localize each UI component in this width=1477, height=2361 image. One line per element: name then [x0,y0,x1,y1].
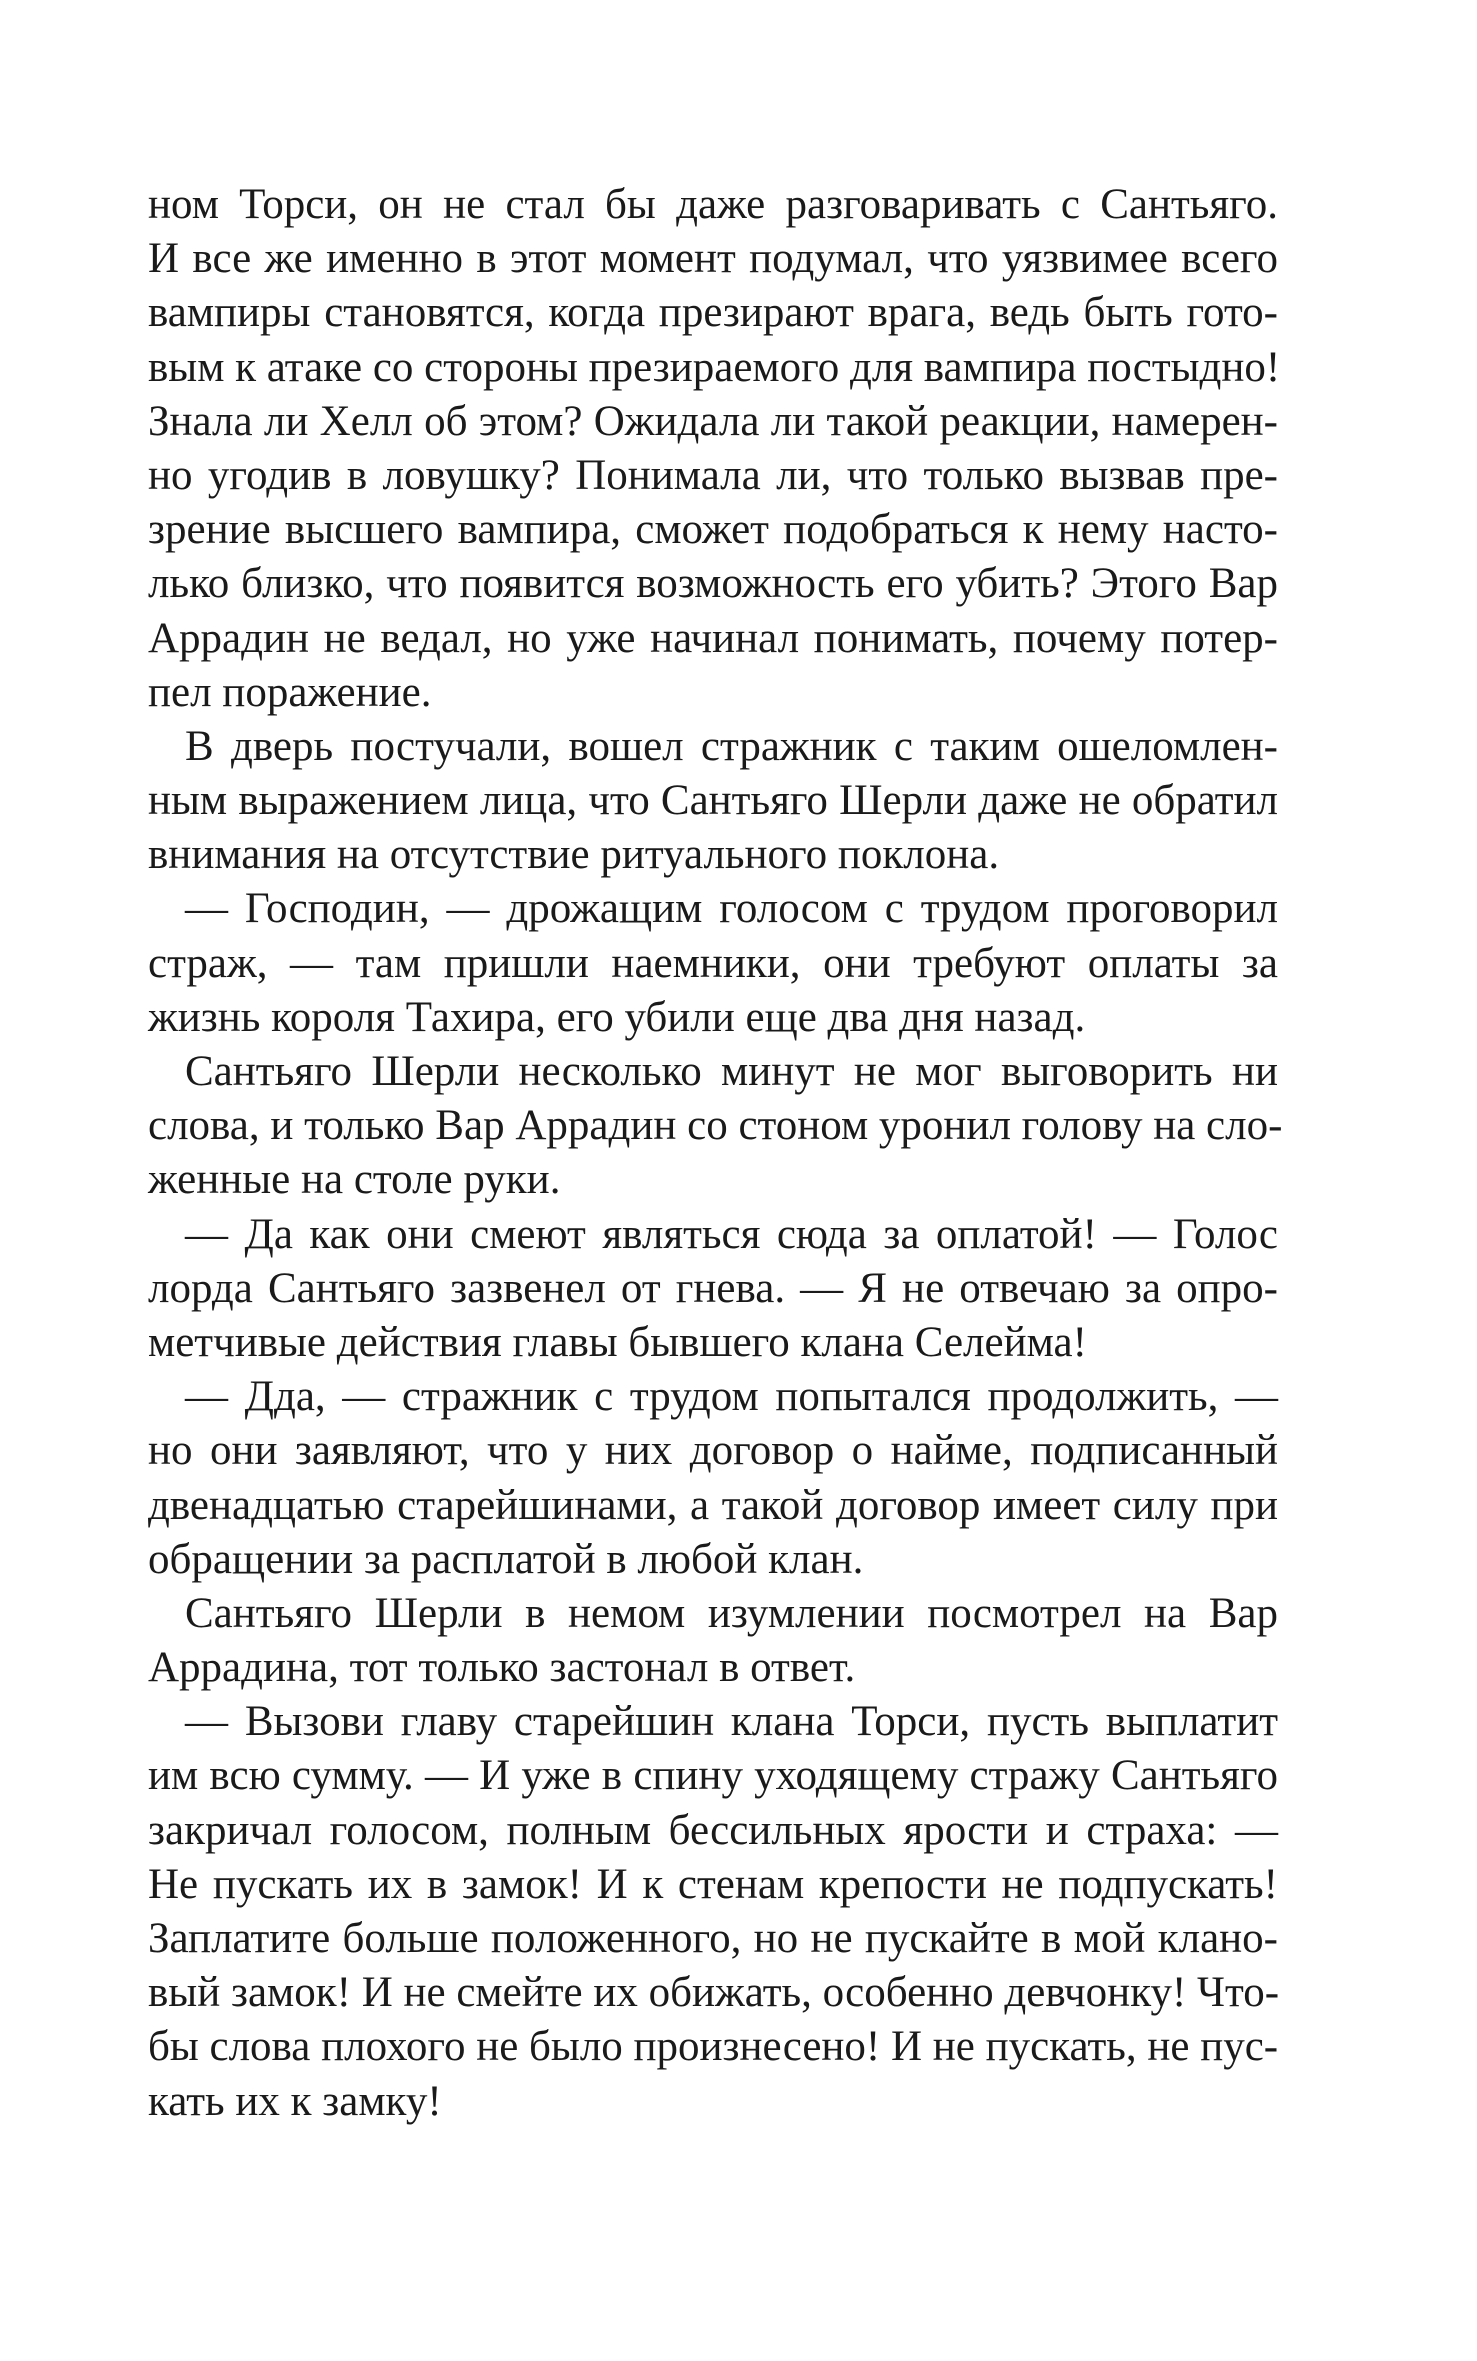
text-line: — Да как они смеют являться сюда за оплатой! — Голос [185,1210,1278,1258]
text-line: кать их к замку! [148,2077,442,2125]
text-line: — Ддa, — стражник с трудом попытался продолжить, — [185,1373,1278,1421]
text-line: — Вызови главу старейшин клана Торси, пусть выплатит [185,1698,1278,1746]
text-line: но угодив в ловушку? Понимала ли, что только вызвав пре- [148,451,1278,499]
text-line: В дверь постучали, вошел стражник с таким ошеломлен- [185,722,1278,770]
text-line: Знала ли Хелл об этом? Ожидала ли такой реакции, намерен- [148,397,1278,445]
text-line: Сантьяго Шерли несколько минут не мог выговорить ни [185,1048,1278,1095]
text-line: Заплатите больше положенного, но не пускайте в мой клано- [148,1915,1278,1962]
text-line: И все же именно в этот момент подумал, что уязвимее всего [148,235,1278,283]
text-line: женные на столе руки. [148,1156,561,1204]
text-line: Аррадин не ведал, но уже начинал понимать, почему потер- [148,614,1278,662]
text-line: обращении за расплатой в любой клан. [148,1535,864,1583]
text-line: лорда Сантьяго зазвенел от гнева. — Я не отвечаю за опро- [148,1264,1278,1312]
text-line: лько близко, что появится возможность его убить? Этого Вар [148,560,1278,608]
text-line: им всю сумму. — И уже в спину уходящему стражу Сантьяго [148,1752,1278,1800]
text-line: Не пускать их в замок! И к стенам крепости не подпускать! [148,1860,1278,1908]
text-line: Аррадина, тот только застонал в ответ. [148,1644,856,1692]
text-line: ном Торси, он не стал бы даже разговаривать с Сантьяго. [148,181,1278,228]
text-line: но они заявляют, что у них договор о найме, подписанный [148,1427,1278,1475]
text-line: слова, и только Вар Аррадин со стоном уронил голову на сло- [148,1102,1283,1150]
text-line: вый замок! И не смейте их обижать, особенно девчонку! Что- [148,1969,1280,2017]
text-line: зрение высшего вампира, сможет подобраться к нему насто- [148,506,1278,554]
body-text [148,178,1283,2129]
text-line: ным выражением лица, что Сантьяго Шерли даже не обратил [148,777,1278,825]
text-line: Сантьяго Шерли в немом изумлении посмотрел на Вар [185,1589,1278,1637]
text-line: — Господин, — дрожащим голосом с трудом проговорил [185,885,1278,933]
text-line: метчивые действия главы бывшего клана Селейма! [148,1318,1087,1366]
text-line: внимания на отсутствие ритуального поклона. [148,831,1000,879]
text-line: жизнь короля Тахира, его убили еще два дня назад. [148,993,1086,1041]
text-line: вампиры становятся, когда презирают врага, ведь быть гото- [148,289,1278,337]
text-line: закричал голосом, полным бессильных ярости и страха: — [148,1806,1278,1854]
text-line: двенадцатью старейшинами, а такой договор имеет силу при [148,1481,1278,1529]
text-line: вым к атаке со стороны презираемого для вампира постыдно! [148,343,1281,391]
text-line: бы слова плохого не было произнесено! И не пускать, не пус- [148,2023,1279,2071]
text-line: страж, — там пришли наемники, они требуют оплаты за [148,939,1278,987]
text-line: пел поражение. [148,668,432,716]
